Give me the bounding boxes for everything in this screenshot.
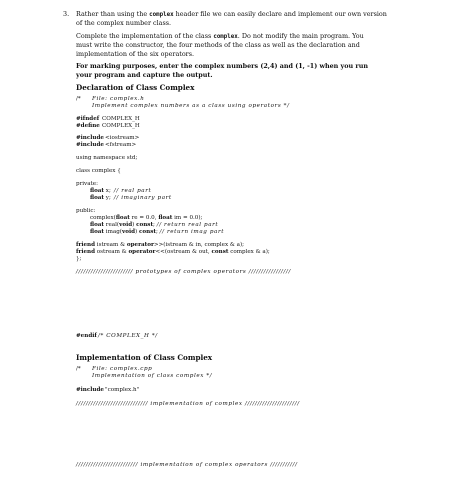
document-page: 3. Rather than using the complex header file we can easily declare and implement our own version of the complex number class. Complete the implementation of the class complex. Do not modify the main program. You must write the constructor, the four methods of the class as well as the declaration and implementation of the six operators. For marking purposes, enter the complex numbers (2,4) and (1, -1) when you run your program and capture the output. Declaration of Class Complex /* File: complex.h Implement complex numbers as a class using operators */ #ifndef COMPLEX_H #define COMPLEX_H #include <iostream> #include <fstream> using namespace std; class complex { private: float x; // real part float y; // imaginary part public: complex(float re = 0.0, float im = 0.0); float real(void) const; // return real part float imag(void) const; // return imag part friend istream & operator>>(istream & in, complex & a); friend ostream & operator<<(ostream & out, const complex & a); }; /////////////////////// prototypes of complex operators ///////////////// #endif /* COMPLEX_H */ Implementation of Class Complex /* File: complex.cpp Implementation of class complex */ #include "complex.h" ///////////////////////////// implementation of complex ////////////////////// ///////////////////////// implementation of complex operators /////////// — [63, 10, 387, 468]
constructor-decl: complex(float re = 0.0, float im = 0.0); — [90, 215, 203, 221]
imag-decl: float imag(void) const; // return imag part — [90, 229, 225, 235]
implementation-operators-divider: ///////////////////////// implementation of complex operators /////////// — [76, 462, 298, 468]
comment-desc: Implement complex numbers as a class using operators */ — [92, 103, 290, 109]
declaration-heading: Declaration of Class Complex — [76, 83, 195, 92]
comment-file: File: complex.cpp — [92, 366, 153, 372]
intro-line-1: Rather than using the complex header file we can easily declare and implement our own version — [76, 10, 387, 18]
implementation-heading: Implementation of Class Complex — [76, 353, 213, 362]
para2-line-1: Complete the implementation of the class complex. Do not modify the main program. You — [76, 32, 364, 40]
marking-line-2: your program and capture the output. — [76, 71, 213, 79]
endif-comment: /* COMPLEX_H */ — [98, 333, 158, 339]
para2-line-2: must write the constructor, the four methods of the class as well as the declaration and — [76, 41, 360, 49]
public-label: public: — [76, 208, 96, 214]
using-line: using namespace std; — [76, 155, 138, 161]
comment-desc: Implementation of class complex */ — [92, 373, 213, 379]
inline-code: complex — [149, 12, 174, 18]
intro-line-2: of the complex number class. — [76, 19, 172, 27]
friend-ostream: friend ostream & operator<<(ostream & out, const complex & a); — [76, 249, 270, 255]
inline-code: complex — [213, 34, 238, 40]
real-decl: float real(void) const; // return real part — [90, 222, 219, 228]
question-number: 3. — [63, 10, 70, 18]
prototypes-divider: /////////////////////// prototypes of complex operators ///////////////// — [76, 269, 291, 275]
marking-line-1: For marking purposes, enter the complex numbers (2,4) and (1, -1) when you run — [76, 62, 369, 70]
para2-line-3: implementation of the six operators. — [76, 50, 195, 58]
friend-istream: friend istream & operator>>(istream & in, complex & a); — [76, 242, 245, 248]
class-line: class complex { — [76, 168, 121, 174]
private-label: private: — [76, 181, 98, 187]
comment-file: File: complex.h — [92, 96, 145, 102]
implementation-divider: ///////////////////////////// implementation of complex ////////////////////// — [76, 401, 300, 407]
